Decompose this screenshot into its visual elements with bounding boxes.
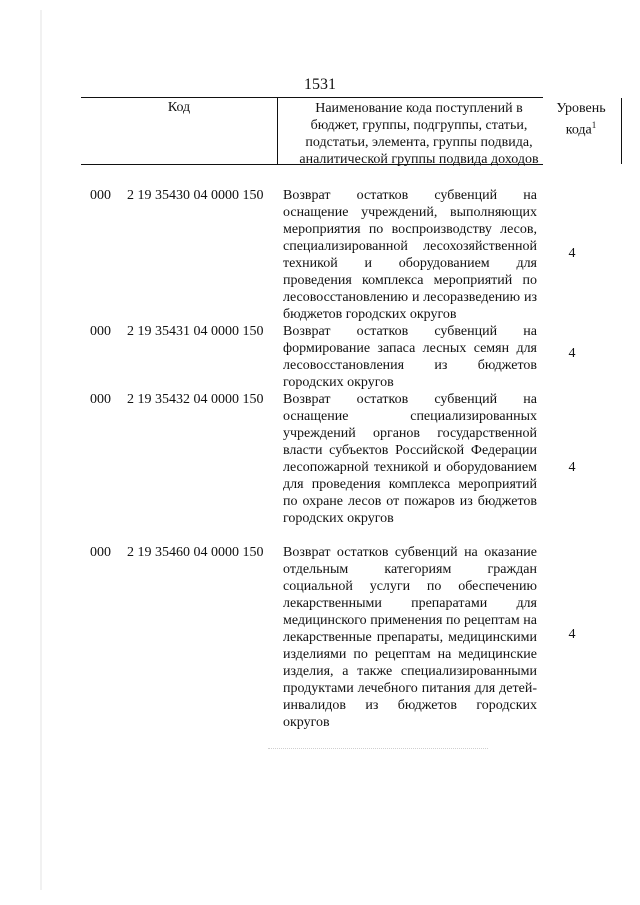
table-row — [0, 187, 640, 323]
revenue-name: Возврат остатков субвенций на оснащение специализированных учреждений органов государственной власти субъектов Российской Федерации лесопожарной техникой и оборудованием для проведения комплекса мероприятий по охране лесов от пожаров из бюджетов городских округов — [283, 392, 537, 526]
revenue-name: Возврат остатков субвенций на оснащение учреждений, выполняющих мероприятия по воспроизводству лесов, специализированной лесохозяйственной техникой и оборудованием для проведения комплекса мероприятий по лесовосстановлению и лесоразведению из бюджетов городских округов — [283, 188, 537, 322]
header-name-line: подстатьи, элемента, группы подвида, — [305, 135, 533, 150]
table-header — [81, 97, 606, 167]
header-code: Код — [167, 100, 191, 115]
header-name-line: бюджет, группы, подгруппы, статьи, — [310, 118, 528, 133]
header-name-line: аналитической группы подвида доходов — [299, 152, 539, 167]
code-level: 4 — [568, 627, 576, 642]
footnote-marker: 1 — [591, 120, 597, 130]
header-level — [541, 100, 621, 139]
table-row — [0, 323, 640, 391]
revenue-name: Возврат остатков субвенций на формирование запаса лесных семян для лесовосстановления из бюджетов городских округов — [283, 324, 537, 390]
admin-code: 000 — [90, 545, 111, 560]
revenue-name: Возврат остатков субвенций на оказание отдельным категориям граждан социальной услуги по обеспечению лекарственными препаратами для медицинского применения по рецептам на лекарственные препараты, медицинскими изделиями по рецептам на медицинские изделия, а также специализированными продуктами лечебного питания для детей-инвалидов из бюджетов городских округов — [283, 545, 537, 730]
header-level-line: Уровень — [556, 101, 606, 116]
code-level: 4 — [568, 346, 576, 361]
scan-artifact — [268, 748, 488, 750]
table-row — [0, 544, 640, 748]
revenue-code: 2 19 35430 04 0000 150 — [127, 188, 264, 203]
table-body — [0, 187, 640, 748]
header-name-line: Наименование кода поступлений в — [315, 101, 523, 116]
header-divider — [277, 98, 278, 164]
header-level-line — [541, 117, 621, 139]
header-divider — [621, 98, 622, 164]
page-number: 1531 — [304, 76, 336, 93]
revenue-code: 2 19 35460 04 0000 150 — [127, 545, 264, 560]
revenue-code: 2 19 35432 04 0000 150 — [127, 392, 264, 407]
table-row — [0, 391, 640, 544]
admin-code: 000 — [90, 188, 111, 203]
revenue-code: 2 19 35431 04 0000 150 — [127, 324, 264, 339]
code-level: 4 — [568, 460, 576, 475]
admin-code: 000 — [90, 392, 111, 407]
header-level-word: кода — [565, 122, 592, 138]
admin-code: 000 — [90, 324, 111, 339]
header-name — [281, 100, 557, 168]
code-level: 4 — [568, 246, 576, 261]
